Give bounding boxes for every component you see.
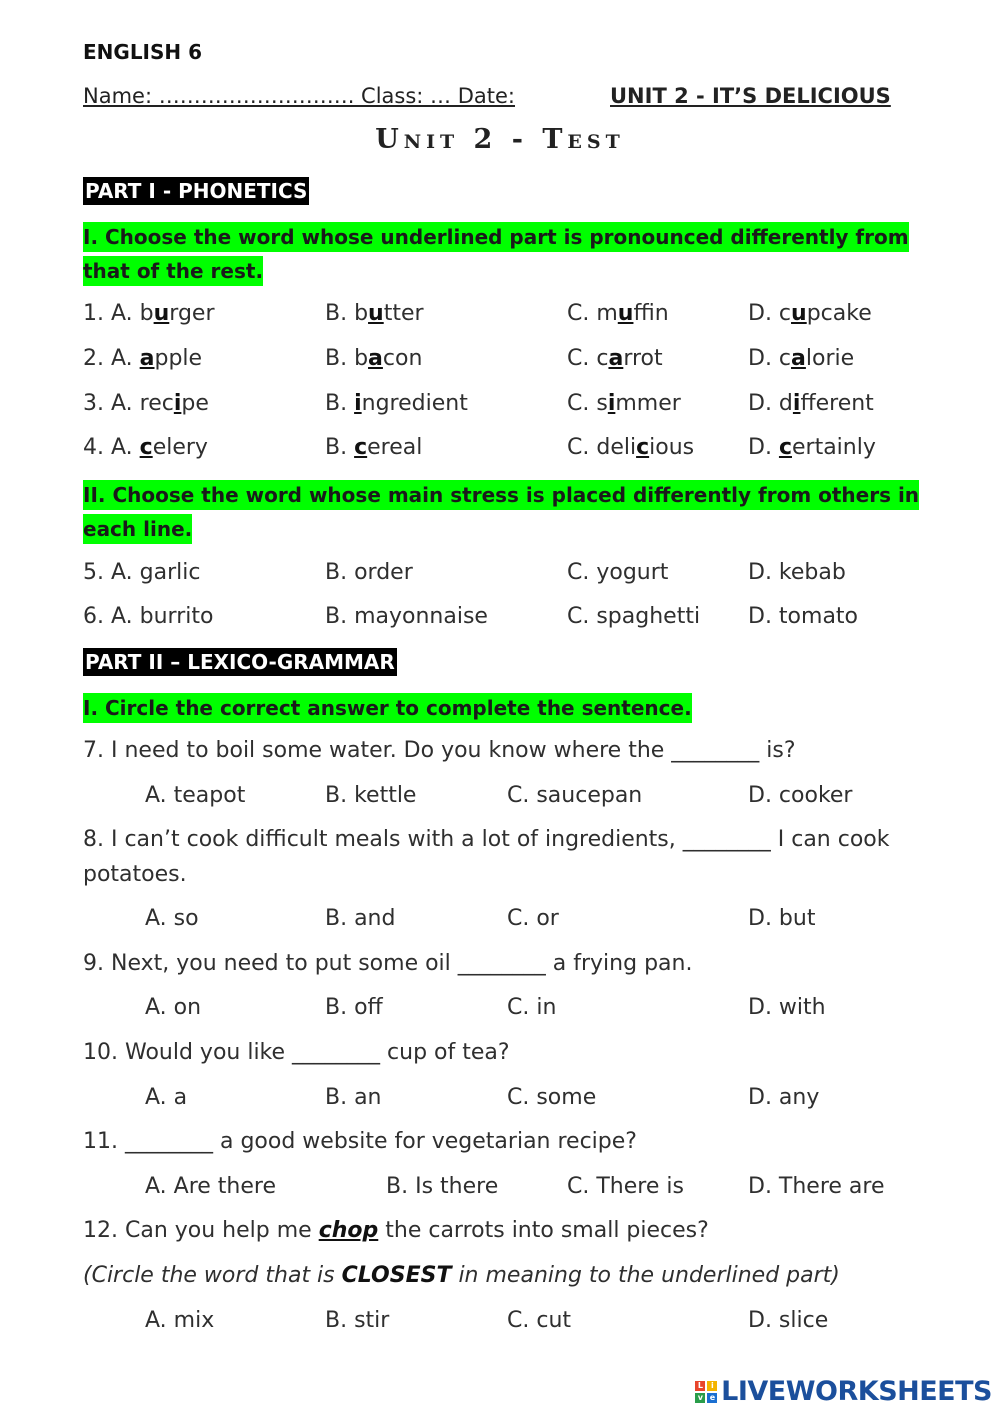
question-12-note: (Circle the word that is CLOSEST in meaning to the underlined part): [83, 1263, 840, 1288]
question-7: 7. I need to boil some water. Do you know where the ________ is?: [83, 738, 796, 763]
part1-section2-instruction-line1: II. Choose the word whose main stress is placed differently from others in: [83, 480, 919, 510]
question-11: 11. ________ a good website for vegetarian recipe?: [83, 1129, 637, 1154]
option-12a[interactable]: A. mix: [145, 1308, 215, 1333]
part1-section1-instruction-line2: that of the rest.: [83, 256, 263, 286]
liveworksheets-logo-text: LIVEWORKSHEETS: [721, 1376, 992, 1407]
option-3c[interactable]: C. simmer: [567, 391, 681, 416]
liveworksheets-logo-icon: L i v e: [695, 1381, 717, 1403]
option-11a[interactable]: A. Are there: [145, 1174, 276, 1199]
option-6a[interactable]: 6. A. burrito: [83, 604, 214, 629]
option-8a[interactable]: A. so: [145, 906, 199, 931]
option-3b[interactable]: B. ingredient: [325, 391, 468, 416]
course-label: ENGLISH 6: [83, 40, 203, 64]
question-12: 12. Can you help me chop the carrots into small pieces?: [83, 1218, 709, 1243]
option-5b[interactable]: B. order: [325, 560, 413, 585]
part2-section1-instruction: I. Circle the correct answer to complete the sentence.: [83, 693, 692, 723]
part1-section2-instruction-line2: each line.: [83, 514, 192, 544]
option-7b[interactable]: B. kettle: [325, 783, 417, 808]
option-2d[interactable]: D. calorie: [748, 346, 855, 371]
option-4d[interactable]: D. certainly: [748, 435, 876, 460]
option-6c[interactable]: C. spaghetti: [567, 604, 701, 629]
unit-label: UNIT 2 - IT’S DELICIOUS: [610, 84, 891, 108]
option-4b[interactable]: B. cereal: [325, 435, 423, 460]
question-9: 9. Next, you need to put some oil ________ a frying pan.: [83, 951, 693, 976]
option-5a[interactable]: 5. A. garlic: [83, 560, 201, 585]
question-8-line1: 8. I can’t cook difficult meals with a lot of ingredients, ________ I can cook: [83, 827, 890, 852]
option-9d[interactable]: D. with: [748, 995, 826, 1020]
option-10a[interactable]: A. a: [145, 1085, 188, 1110]
student-info-line: [83, 84, 891, 108]
option-12c[interactable]: C. cut: [507, 1308, 572, 1333]
name-class-date-fields: Name: ………………………. Class: … Date:: [83, 84, 515, 108]
option-6b[interactable]: B. mayonnaise: [325, 604, 488, 629]
page-title: Unit 2 - Test: [375, 124, 625, 155]
option-11c[interactable]: C. There is: [567, 1174, 684, 1199]
option-9a[interactable]: A. on: [145, 995, 202, 1020]
question-10: 10. Would you like ________ cup of tea?: [83, 1040, 510, 1065]
option-12b[interactable]: B. stir: [325, 1308, 390, 1333]
option-5d[interactable]: D. kebab: [748, 560, 846, 585]
option-2b[interactable]: B. bacon: [325, 346, 423, 371]
option-5c[interactable]: C. yogurt: [567, 560, 669, 585]
option-11d[interactable]: D. There are: [748, 1174, 885, 1199]
option-7a[interactable]: A. teapot: [145, 783, 246, 808]
option-3a[interactable]: 3. A. recipe: [83, 391, 209, 416]
option-12d[interactable]: D. slice: [748, 1308, 829, 1333]
part1-heading: PART I - PHONETICS: [85, 179, 308, 203]
part1-section1-instruction-line1: I. Choose the word whose underlined part is pronounced differently from: [83, 222, 909, 252]
option-11b[interactable]: B. Is there: [386, 1174, 499, 1199]
option-9b[interactable]: B. off: [325, 995, 383, 1020]
option-9c[interactable]: C. in: [507, 995, 557, 1020]
option-10b[interactable]: B. an: [325, 1085, 382, 1110]
option-8c[interactable]: C. or: [507, 906, 559, 931]
option-10d[interactable]: D. any: [748, 1085, 820, 1110]
part2-heading: PART II – LEXICO-GRAMMAR: [85, 650, 395, 674]
option-10c[interactable]: C. some: [507, 1085, 597, 1110]
option-4c[interactable]: C. delicious: [567, 435, 695, 460]
option-4a[interactable]: 4. A. celery: [83, 435, 208, 460]
underlined-word: chop: [318, 1218, 379, 1243]
option-3d[interactable]: D. different: [748, 391, 874, 416]
liveworksheets-logo[interactable]: [695, 1376, 992, 1407]
option-8b[interactable]: B. and: [325, 906, 396, 931]
option-7d[interactable]: D. cooker: [748, 783, 853, 808]
option-1b[interactable]: B. butter: [325, 301, 424, 326]
option-6d[interactable]: D. tomato: [748, 604, 859, 629]
option-7c[interactable]: C. saucepan: [507, 783, 643, 808]
option-8d[interactable]: D. but: [748, 906, 816, 931]
option-2a[interactable]: 2. A. apple: [83, 346, 203, 371]
option-1c[interactable]: C. muffin: [567, 301, 669, 326]
option-2c[interactable]: C. carrot: [567, 346, 663, 371]
question-8-line2: potatoes.: [83, 862, 187, 887]
option-1a[interactable]: 1. A. burger: [83, 301, 215, 326]
option-1d[interactable]: D. cupcake: [748, 301, 872, 326]
